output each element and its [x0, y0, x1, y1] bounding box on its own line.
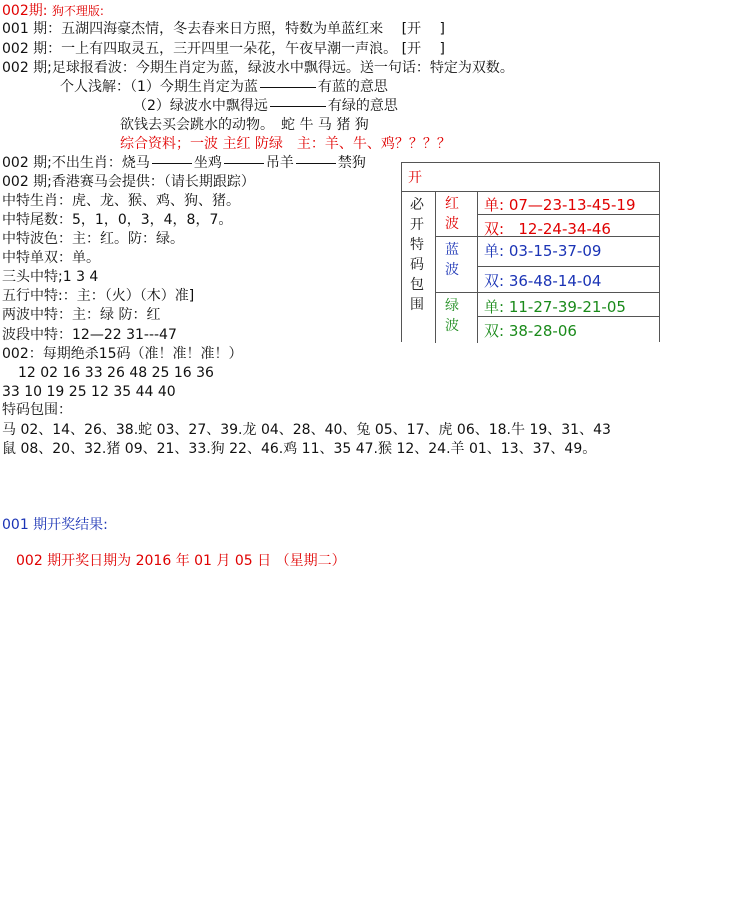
- range-line: 波段中特：12—22 31---47: [2, 327, 177, 343]
- kill-numbers-1: 12 02 16 33 26 48 25 16 36: [18, 365, 214, 381]
- personal-line-2: [133, 97, 398, 115]
- box-header-label: 开: [408, 170, 422, 186]
- divider: [270, 106, 326, 107]
- special-line-2: 鼠 08、20、32.猪 09、21、33.狗 22、46.鸡 11、35 47.猴 12、24.羊 01、13、37、49。: [2, 441, 597, 457]
- two-wave-line: 两波中特：主：绿 防：红: [2, 307, 161, 323]
- kill-line: 002：每期绝杀15码（准！准！准！）: [2, 346, 243, 362]
- personal-2b: 有绿的意思: [327, 98, 398, 114]
- blue-even-cell: [478, 267, 659, 293]
- personal-line-1: [60, 78, 388, 96]
- tail-line: 中特尾数：5，1，0，3，4，8，7。: [2, 212, 233, 228]
- nozodiac-a: 002 期;不出生肖：烧马: [2, 155, 150, 171]
- zodiac-line: 中特生肖：虎、龙、猴、鸡、狗、猪。: [2, 193, 240, 209]
- special-title: 特码包围：: [2, 402, 72, 418]
- hk-line: 002 期;香港赛马会提供：（请长期跟踪）: [2, 174, 255, 190]
- red-odd: 单: 07—23-13-45-19: [484, 196, 636, 214]
- personal-2a: （2）绿波水中飘得远: [133, 98, 268, 114]
- line-002b: 002 期;足球报看波：今期生肖定为蓝，绿波水中飘得远。送一句话：特定为双数。: [2, 60, 514, 76]
- green-odd: 单: 11-27-39-21-05: [484, 298, 626, 316]
- blue-wave-label-cell: [435, 237, 478, 293]
- must-open-box: [401, 162, 660, 342]
- divider: [152, 163, 192, 164]
- color-line: 中特波色：主：红。防：绿。: [2, 231, 184, 247]
- divider: [260, 87, 316, 88]
- green-even: 双: 38-28-06: [484, 322, 577, 340]
- blue-even: 双: 36-48-14-04: [484, 272, 602, 290]
- green-even-cell: [478, 317, 659, 343]
- line-002a: 002 期：一上有四取灵五，三开四里一朵花，午夜早潮一声浪。 [开 ]: [2, 41, 445, 57]
- nozodiac-c: 吊羊: [265, 155, 294, 171]
- green-wave-label-cell: [435, 293, 478, 343]
- result-title: 001 期开奖结果:: [2, 517, 108, 533]
- red-even: 双: 12-24-34-46: [484, 220, 611, 238]
- kill-numbers-2: 33 10 19 25 12 35 44 40: [2, 384, 176, 400]
- oddeven-line: 中特单双：单。: [2, 250, 100, 266]
- red-wave-label: 红波: [445, 196, 459, 232]
- personal-line-3: 欲钱去买会跳水的动物。 蛇 牛 马 猪 狗: [120, 117, 369, 133]
- box-side: [402, 191, 436, 343]
- blue-wave-label: 蓝波: [445, 242, 459, 278]
- divider: [296, 163, 336, 164]
- no-zodiac-line: [2, 154, 366, 172]
- line-001: 001 期：五湖四海豪杰情，冬去春来日方照，特数为单蓝红来 [开 ]: [2, 21, 445, 37]
- personal-1a: 个人浅解：（1）今期生肖定为蓝: [60, 79, 258, 95]
- page-header: [2, 2, 104, 20]
- green-odd-cell: [478, 293, 659, 317]
- green-wave-label: 绿波: [445, 298, 459, 334]
- blue-odd-cell: [478, 237, 659, 267]
- five-element-line: 五行中特:：主：（火）（木）准]: [2, 288, 195, 304]
- personal-1b: 有蓝的意思: [317, 79, 388, 95]
- nozodiac-d: 禁狗: [337, 155, 366, 171]
- divider: [224, 163, 264, 164]
- red-wave-label-cell: [435, 191, 478, 237]
- nozodiac-b: 坐鸡: [193, 155, 222, 171]
- red-odd-cell: [478, 191, 659, 215]
- next-draw-date: 002 期开奖日期为 2016 年 01 月 05 日 （星期二）: [16, 553, 346, 569]
- blue-odd: 单: 03-15-37-09: [484, 242, 602, 260]
- summary-line: 综合资料；一波 主红 防绿 主：羊、牛、鸡？？？？: [120, 136, 451, 152]
- box-header: [402, 163, 659, 192]
- special-line-1: 马 02、14、26、38.蛇 03、27、39.龙 04、28、40、兔 05、17、虎 06、18.牛 19、31、43: [2, 422, 611, 438]
- head3-line: 三头中特;1 3 4: [2, 269, 99, 285]
- red-even-cell: [478, 215, 659, 237]
- edition-name: 狗不理版:: [51, 4, 104, 18]
- box-side-label: 必开特码包围: [410, 197, 424, 313]
- issue-label: 002期:: [2, 3, 48, 19]
